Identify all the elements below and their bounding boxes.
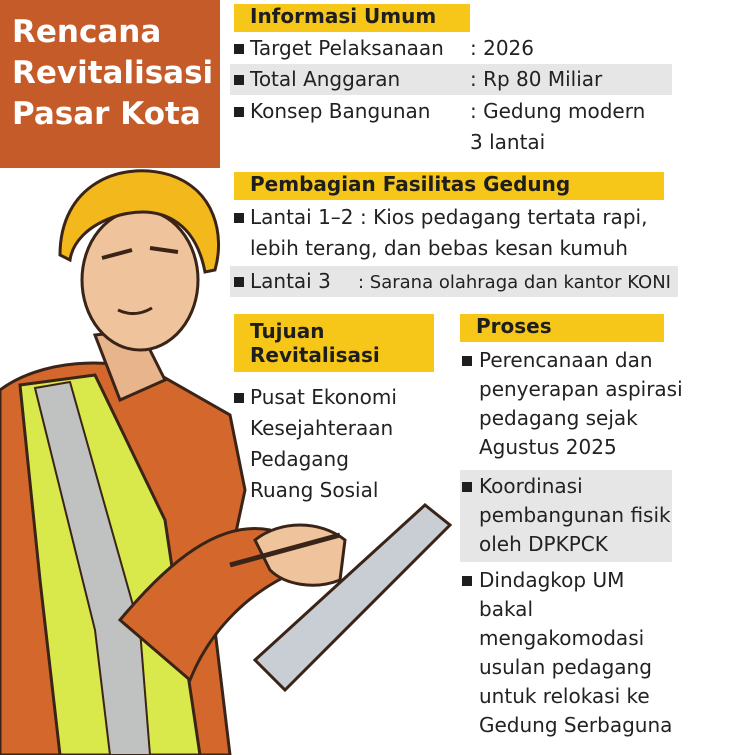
process-line: oleh DPKPCK xyxy=(479,532,608,556)
title-line-3: Pasar Kota xyxy=(12,96,201,132)
info-label: Target Pelaksanaan xyxy=(250,36,444,60)
process-item-1 xyxy=(460,346,683,466)
info-row-target xyxy=(230,33,672,64)
process-line: Dindagkop UM xyxy=(479,568,625,592)
bullet-icon xyxy=(462,356,472,366)
goals-heading xyxy=(234,314,434,372)
facilities-row-1 xyxy=(230,202,678,264)
facilities-value: : Sarana olahraga dan kantor KONI xyxy=(358,272,671,293)
info-value: : Rp 80 Miliar xyxy=(470,67,603,91)
goals-list xyxy=(230,382,430,508)
facilities-label: Lantai 1–2 xyxy=(250,205,354,229)
process-line: Koordinasi xyxy=(479,474,583,498)
title-line-1: Rencana xyxy=(12,14,162,50)
bullet-icon xyxy=(234,277,244,287)
process-heading: Proses xyxy=(460,314,664,342)
process-line: Gedung Serbaguna xyxy=(479,713,673,737)
facilities-row-2 xyxy=(230,266,678,297)
process-item-2 xyxy=(460,470,672,562)
process-line: Perencanaan dan xyxy=(479,348,653,372)
process-line: pembangunan fisik xyxy=(479,503,671,527)
facilities-value-cont: lebih terang, dan bebas kesan kumuh xyxy=(250,236,628,260)
info-heading: Informasi Umum xyxy=(234,4,470,32)
title-panel xyxy=(0,0,220,168)
info-row-concept xyxy=(230,96,672,158)
process-line: mengakomodasi xyxy=(479,626,645,650)
info-label: Total Anggaran xyxy=(250,67,401,91)
bullet-icon xyxy=(234,213,244,223)
bullet-icon xyxy=(462,482,472,492)
goal-item: Kesejahteraan xyxy=(250,416,394,440)
bullet-icon xyxy=(234,107,244,117)
bullet-icon xyxy=(234,44,244,54)
facilities-heading: Pembagian Fasilitas Gedung xyxy=(234,172,664,200)
goals-heading-line-1: Tujuan xyxy=(250,319,325,343)
bullet-icon xyxy=(234,75,244,85)
process-item-3 xyxy=(460,566,672,746)
facilities-label: Lantai 3 xyxy=(250,269,331,293)
info-label: Konsep Bangunan xyxy=(250,99,431,123)
process-line: penyerapan aspirasi xyxy=(479,377,683,401)
goals-heading-line-2: Revitalisasi xyxy=(250,343,380,367)
process-line: usulan pedagang xyxy=(479,655,652,679)
info-row-budget xyxy=(230,64,672,95)
process-line: bakal xyxy=(479,597,533,621)
facilities-value: : Kios pedagang tertata rapi, xyxy=(360,205,648,229)
info-value: : Gedung modern xyxy=(470,99,646,123)
process-line: untuk relokasi ke xyxy=(479,684,650,708)
info-value-cont: 3 lantai xyxy=(470,130,546,154)
title-line-2: Revitalisasi xyxy=(12,55,214,91)
process-line: Agustus 2025 xyxy=(479,435,617,459)
info-value: : 2026 xyxy=(470,36,534,60)
goal-item: Pusat Ekonomi xyxy=(250,385,397,409)
process-line: pedagang sejak xyxy=(479,406,638,430)
face xyxy=(82,210,198,350)
goal-item: Pedagang xyxy=(250,447,349,471)
bullet-icon xyxy=(234,393,244,403)
bullet-icon xyxy=(462,576,472,586)
goal-item: Ruang Sosial xyxy=(250,478,379,502)
